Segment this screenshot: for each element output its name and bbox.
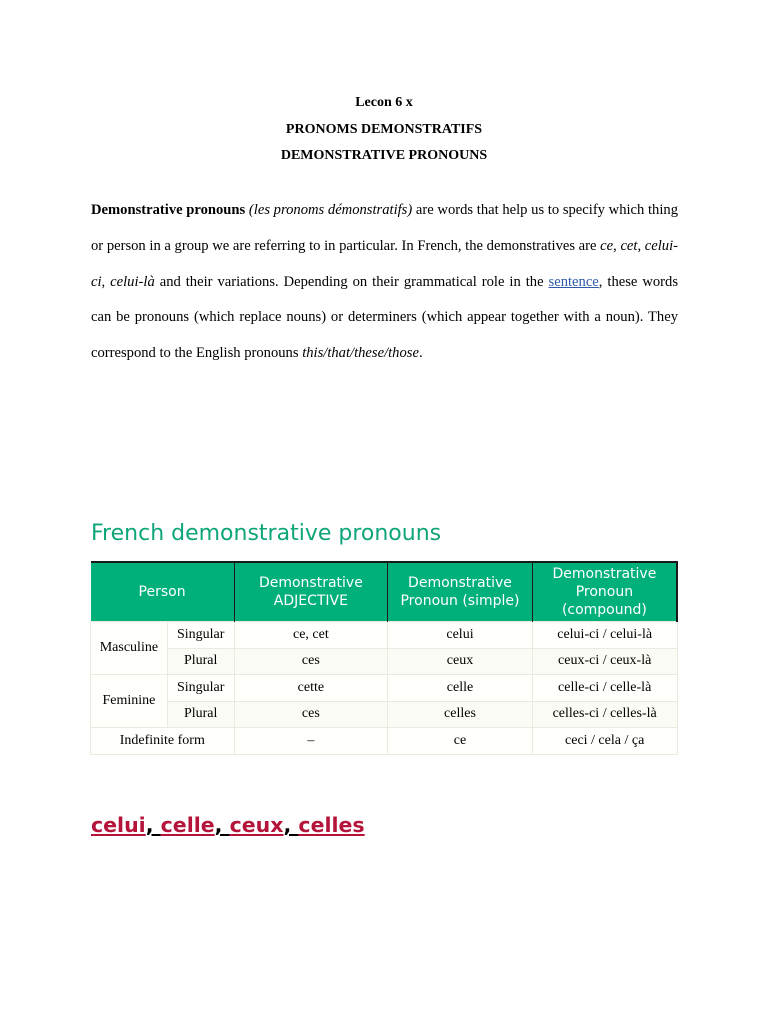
title-french: PRONOMS DEMONSTRATIFS	[285, 121, 483, 137]
table-row	[91, 648, 678, 675]
cell-compound: ceci / cela / ça	[532, 728, 677, 755]
cell-simple: ceux	[388, 648, 533, 675]
cell-compound: celui-ci / celui-là	[532, 622, 677, 649]
link-celles[interactable]: celles	[298, 813, 365, 837]
separator: ,	[214, 813, 230, 837]
link-celui[interactable]: celui	[91, 813, 146, 837]
cell-number: Plural	[167, 701, 234, 728]
title-english: DEMONSTRATIVE PRONOUNS	[280, 148, 488, 163]
header-pronoun-compound: Demonstrative Pronoun (compound)	[532, 562, 677, 622]
intro-paragraph	[91, 193, 678, 372]
subheading-links	[91, 813, 365, 837]
link-celle[interactable]: celle	[160, 813, 215, 837]
link-ceux[interactable]: ceux	[229, 813, 284, 837]
cell-number: Singular	[167, 622, 234, 649]
lesson-number: Lecon 6 x	[355, 95, 413, 110]
separator: ,	[283, 813, 299, 837]
example-celui-ci: celui-ci	[91, 237, 678, 290]
header-person: Person	[91, 562, 235, 622]
intro-text-1: are words that help us to specify which thing or person in a group we are referring to in particular. In French, the demonstratives are	[91, 202, 679, 254]
document-title	[0, 92, 768, 172]
cell-adjective: cette	[234, 675, 388, 702]
cell-number: Singular	[167, 675, 234, 702]
example-cet: cet	[620, 237, 638, 254]
cell-compound: celle-ci / celle-là	[532, 675, 677, 702]
table-row	[91, 701, 678, 728]
intro-text-2: and their variations. Depending on their grammatical role in the	[154, 273, 549, 290]
table-header-row	[91, 562, 678, 622]
table-row	[91, 675, 678, 702]
cell-adjective: –	[234, 728, 388, 755]
term-bold: Demonstrative pronouns	[91, 202, 246, 218]
period: .	[418, 345, 423, 362]
demonstratives-table	[90, 561, 678, 755]
example-celui-la: celui-là	[110, 273, 155, 290]
cell-adjective: ces	[234, 701, 388, 728]
comma: ,	[637, 237, 645, 254]
cell-simple: celui	[388, 622, 533, 649]
cell-compound: celles-ci / celles-là	[532, 701, 677, 728]
cell-masculine: Masculine	[91, 622, 168, 675]
cell-adjective: ces	[234, 648, 388, 675]
cell-simple: celles	[388, 701, 533, 728]
table-row	[91, 728, 678, 755]
example-ce: ce	[600, 237, 614, 254]
cell-simple: celle	[388, 675, 533, 702]
separator: ,	[145, 813, 161, 837]
cell-compound: ceux-ci / ceux-là	[532, 648, 677, 675]
intro-text-3: , these words can be pronouns (which replace nouns) or determiners (which appear together with a noun). They correspond to the English pronouns	[91, 273, 679, 362]
sentence-link[interactable]: sentence	[548, 273, 599, 290]
cell-adjective: ce, cet	[234, 622, 388, 649]
term-french: (les pronoms démonstratifs)	[248, 202, 413, 218]
section-heading: French demonstrative pronouns	[91, 521, 442, 546]
header-pronoun-simple: Demonstrative Pronoun (simple)	[388, 562, 533, 622]
cell-number: Plural	[167, 648, 234, 675]
header-adjective: Demonstrative ADJECTIVE	[234, 562, 388, 622]
comma: ,	[101, 273, 111, 290]
cell-simple: ce	[388, 728, 533, 755]
comma: ,	[613, 237, 621, 254]
table-row	[91, 622, 678, 649]
cell-indefinite: Indefinite form	[91, 728, 235, 755]
cell-feminine: Feminine	[91, 675, 168, 728]
english-pronouns: this/that/these/those	[302, 345, 419, 362]
